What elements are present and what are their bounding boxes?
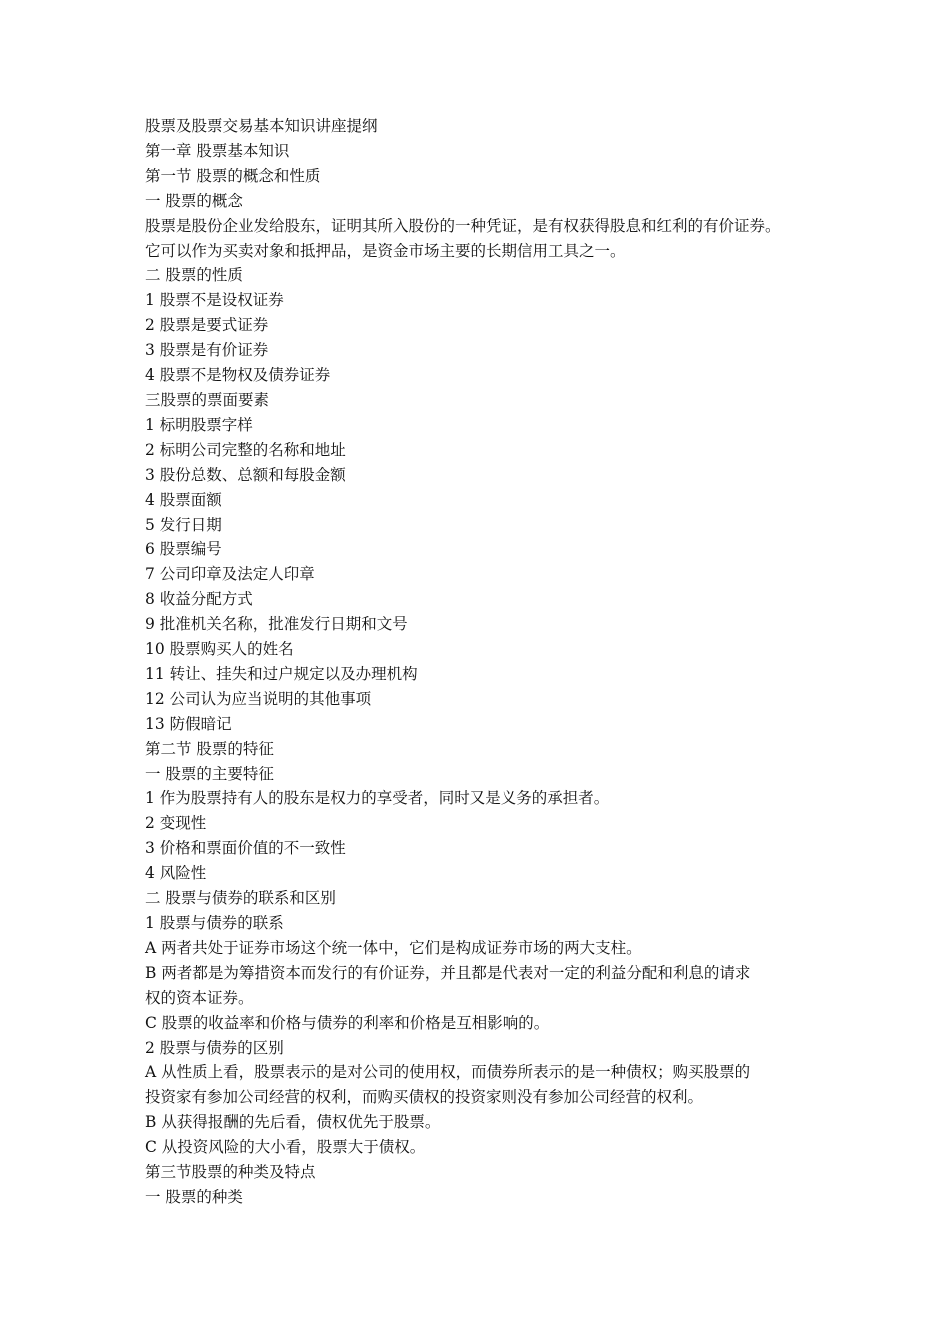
list-item: 13 防假暗记 [145,714,232,733]
paragraph-line: 股票是股份企业发给股东，证明其所入股份的一种凭证，是有权获得股息和红利的有价证券。 [145,216,781,235]
document-title: 股票及股票交易基本知识讲座提纲 [145,117,378,135]
list-item: 3 股票是有价证券 [145,341,269,360]
list-item: 3 价格和票面价值的不一致性 [145,839,346,858]
list-item: B 两者都是为筹措资本而发行的有价证券，并且都是代表对一定的利益分配和利息的请求 [145,963,751,982]
list-item: 4 股票不是物权及债券证券 [145,366,331,385]
list-item: 1 标明股票字样 [145,415,253,434]
list-item: 12 公司认为应当说明的其他事项 [145,689,372,708]
list-item: 3 股份总数、总额和每股金额 [145,465,346,484]
subsection-heading: 三股票的票面要素 [145,390,270,409]
list-item: 4 股票面额 [145,490,222,509]
subsection-heading: 二 股票的性质 [145,266,243,285]
subsection-heading: 一 股票的概念 [145,191,243,210]
list-item: 2 变现性 [145,814,207,833]
list-item: 1 股票不是设权证券 [145,291,284,310]
list-item: B 从获得报酬的先后看，债权优先于股票。 [145,1113,441,1132]
list-item: 6 股票编号 [145,540,222,559]
section-heading: 第二节 股票的特征 [145,739,274,758]
list-item: 4 风险性 [145,864,207,883]
paragraph-line: 它可以作为买卖对象和抵押品，是资金市场主要的长期信用工具之一。 [145,241,626,260]
list-item: 10 股票购买人的姓名 [145,640,294,659]
list-item: 5 发行日期 [145,515,222,534]
document-body [145,114,810,1210]
list-item: 1 股票与债券的联系 [145,914,284,932]
paragraph-line: 投资家有参加公司经营的权利，而购买债权的投资家则没有参加公司经营的权利。 [145,1088,704,1107]
list-item: 9 批准机关名称，批准发行日期和文号 [145,615,408,634]
list-item: 8 收益分配方式 [145,590,253,609]
list-item: 1 作为股票持有人的股东是权力的享受者，同时又是义务的承担者。 [145,789,610,808]
paragraph-line: 权的资本证券。 [145,988,254,1007]
section-heading: 第三节股票的种类及特点 [145,1163,316,1182]
subsection-heading: 一 股票的种类 [145,1187,243,1206]
subsection-heading: 一 股票的主要特征 [145,764,274,783]
subsection-heading: 二 股票与债券的联系和区别 [145,889,336,908]
list-item: C 从投资风险的大小看，股票大于债权。 [145,1138,426,1157]
list-item: C 股票的收益率和价格与债券的利率和价格是互相影响的。 [145,1013,550,1032]
section-heading: 第一节 股票的概念和性质 [145,166,321,185]
list-item: A 从性质上看，股票表示的是对公司的使用权，而债券所表示的是一种债权；购买股票的 [145,1063,751,1082]
list-item: 7 公司印章及法定人印章 [145,565,315,584]
chapter-heading: 第一章 股票基本知识 [145,141,290,160]
list-item: A 两者共处于证券市场这个统一体中，它们是构成证券市场的两大支柱。 [145,938,642,957]
list-item: 2 标明公司完整的名称和地址 [145,440,346,459]
list-item: 2 股票与债券的区别 [145,1038,284,1057]
list-item: 11 转让、挂失和过户规定以及办理机构 [145,664,418,683]
list-item: 2 股票是要式证券 [145,316,269,335]
